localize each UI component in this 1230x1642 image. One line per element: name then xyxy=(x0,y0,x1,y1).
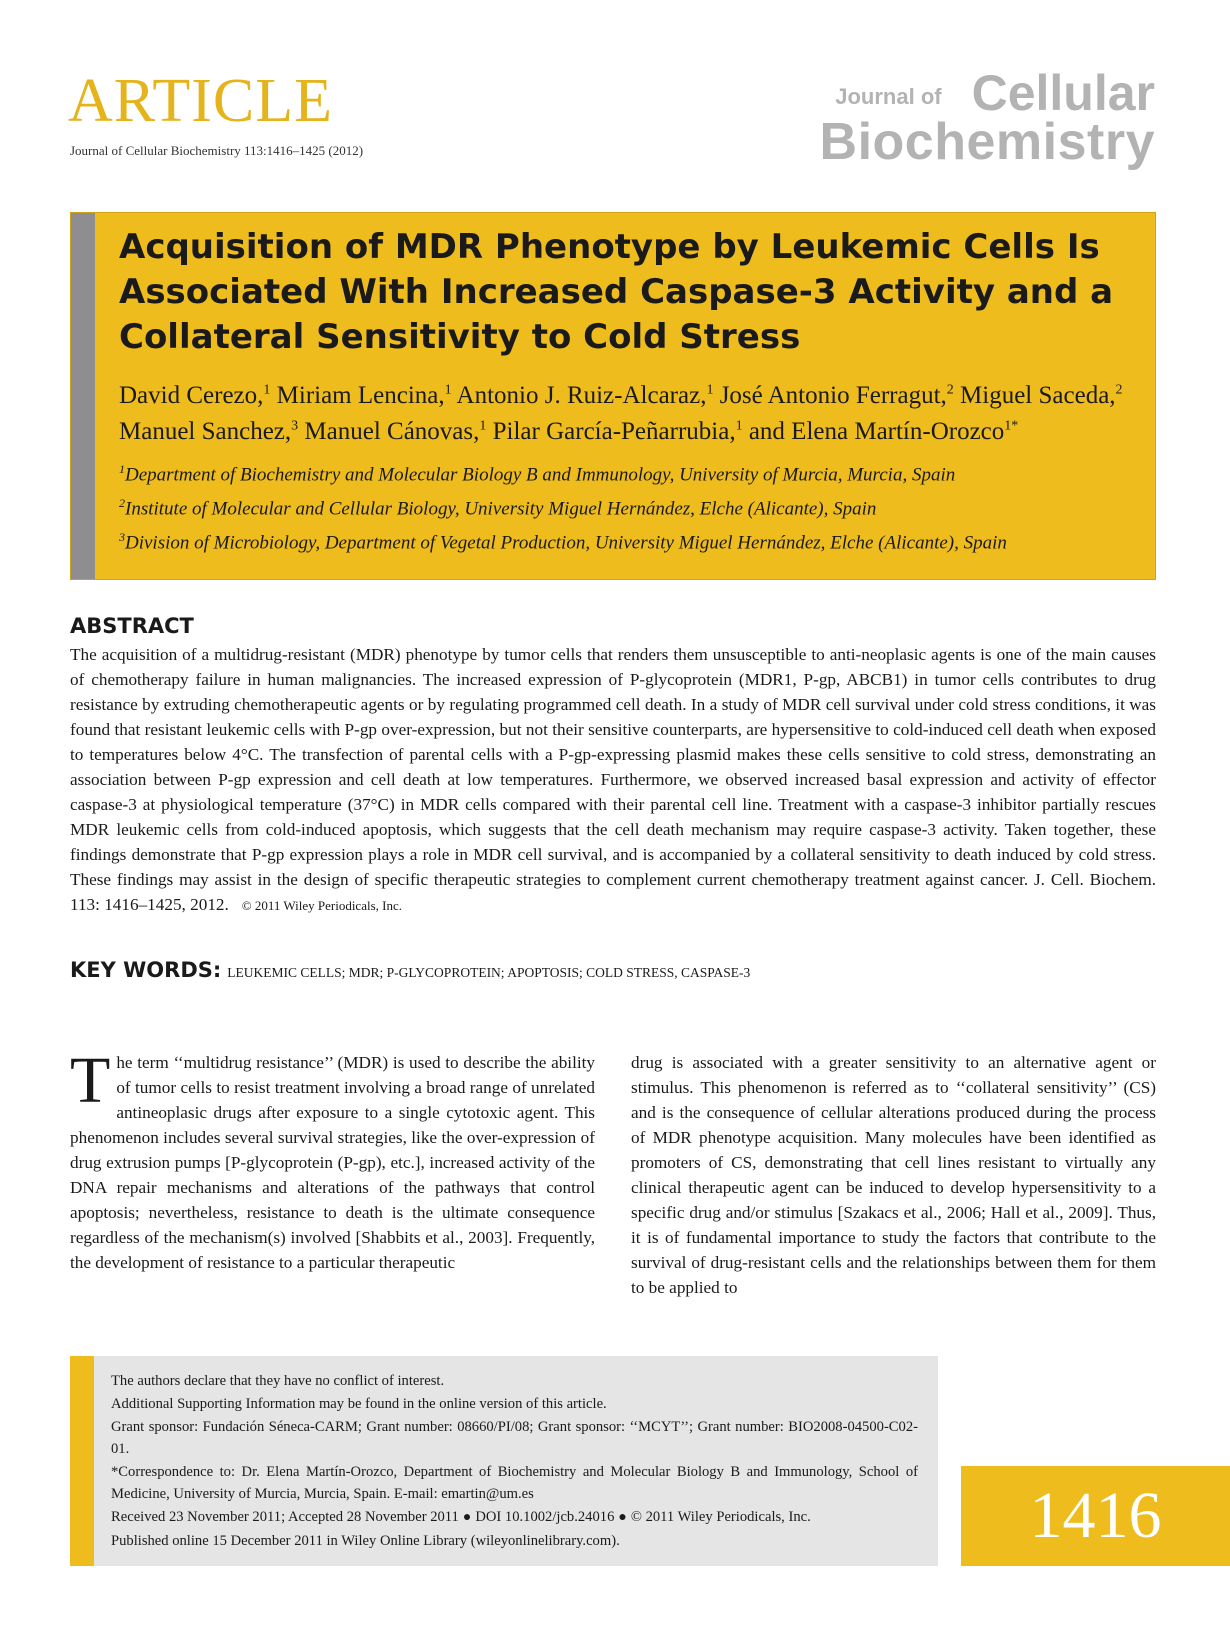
abstract-text: The acquisition of a multidrug-resistant (MDR) phenotype by tumor cells that renders them unsusceptible to anti-neoplasic agents is one of the main causes of chemotherapy failure in human malignancies. The increased expression of P-glycoprotein (MDR1, P-gp, ABCB1) in tumor cells contributes to drug resistance by extruding chemotherapeutic agents or by regulating programmed cell death. In a study of MDR cell survival under cold stress conditions, it was found that resistant leukemic cells with P-gp over-expression, but not their sensitive counterparts, are hypersensitive to cold-induced cell death when exposed to temperatures below 4°C. The transfection of parental cells with a P-gp-expressing plasmid makes these cells sensitive to cold stress, demonstrating an association between P-gp expression and cell death at low temperatures. Furthermore, we observed increased basal expression and activity of effector caspase-3 at physiological temperature (37°C) in MDR cells compared with their parental cell line. Treatment with a caspase-3 inhibitor partially rescues MDR leukemic cells from cold-induced apoptosis, which suggests that the cell death mechanism may require caspase-3 activity. Taken together, these findings demonstrate that P-gp expression plays a role in MDR cell survival, and is accompanied by a collateral sensitivity to death induced by cold stress. These findings may assist in the design of specific therapeutic strategies to complement current chemotherapy treatment against cancer. J. Cell. Biochem. 113: 1416–1425, 2012. © 2011 Wiley Periodicals, Inc. xyxy=(70,645,1156,914)
footnote-box xyxy=(70,1356,938,1566)
journal-logo-cellular: Cellular xyxy=(971,65,1155,121)
author: David Cerezo,$^1$ xyxy=(119,382,271,410)
received-line: Received 23 November 2011; Accepted 28 November 2011 ● DOI 10.1002/jcb.24016 ● © 2011 Wiley Periodicals, Inc. xyxy=(111,1509,811,1525)
body-column-1: The term ‘‘multidrug resistance’’ (MDR) is used to describe the ability of tumor cells to resist treatment involving a broad range of unrelated antineoplasic drugs after exposure to a single cytotoxic agent. This phenomenon includes several survival strategies, like the over-expression of drug extrusion pumps [P-glycoprotein (P-gp), etc.], increased activity of the DNA repair mechanisms and alterations of the pathways that control apoptosis; nevertheless, resistance to death is the ultimate consequence regardless of the mechanism(s) involved [Shabbits et al., 2003]. Frequently, the development of resistance to a particular therapeutic xyxy=(70,1044,595,1272)
footnote-box-bar xyxy=(70,1356,94,1566)
supporting-info-note: Additional Supporting Information may be found in the online version of this article. xyxy=(111,1396,607,1412)
title-block-sidebar xyxy=(71,213,95,579)
author: Pilar García-Peñarrubia,$^1$ xyxy=(492,417,743,445)
article-label: ARTICLE xyxy=(68,67,334,135)
conflict-statement: The authors declare that they have no conflict of interest. xyxy=(111,1373,445,1389)
journal-logo xyxy=(819,65,1155,171)
grant-info: Grant sponsor: Fundación Séneca-CARM; Grant number: 08660/PI/08; Grant sponsor: ‘‘MCYT’’; Grant number: BIO2008-04500-C02-01. xyxy=(111,1419,918,1457)
journal-citation: Journal of Cellular Biochemistry 113:1416–1425 (2012) xyxy=(70,143,364,158)
author: Manuel Cánovas,$^1$ xyxy=(304,417,487,445)
author: Miguel Saceda,$^2$ xyxy=(960,382,1123,410)
author-list xyxy=(119,376,1131,447)
abstract-heading: ABSTRACT xyxy=(70,614,194,638)
keywords-list: LEUKEMIC CELLS; MDR; P-GLYCOPROTEIN; APOPTOSIS; COLD STRESS, CASPASE-3 xyxy=(227,965,751,980)
affiliation: $^2$Institute of Molecular and Cellular Biology, University Miguel Hernández, Elche (Alicante), Spain xyxy=(119,495,877,520)
article-title: Acquisition of MDR Phenotype by Leukemic Cells Is Associated With Increased Caspase-3 Activity and a Collateral Sensitivity to Cold Stress xyxy=(119,227,1114,357)
author: José Antonio Ferragut,$^2$ xyxy=(719,382,954,410)
page-number: 1416 xyxy=(961,1466,1230,1566)
title-block xyxy=(70,212,1156,580)
journal-logo-biochemistry: Biochemistry xyxy=(819,113,1155,171)
journal-logo-of: Journal of xyxy=(835,84,942,109)
keywords xyxy=(70,958,750,982)
author: and Elena Martín-Orozco$^{1*}$ xyxy=(748,417,1019,445)
correspondence: *Correspondence to: Dr. Elena Martín-Orozco, Department of Biochemistry and Molecular Biology B and Immunology, School of Medicine, University of Murcia, Murcia, Spain. E-mail: emartin@um.es xyxy=(111,1464,918,1502)
bullet-icon: ● xyxy=(462,1510,472,1525)
author: Miriam Lencina,$^1$ xyxy=(276,382,452,410)
drop-cap: T xyxy=(70,1044,111,1117)
affiliation: $^3$Division of Microbiology, Department of Vegetal Production, University Miguel Hernández, Elche (Alicante), Spain xyxy=(119,530,1007,554)
author: Antonio J. Ruiz-Alcaraz,$^1$ xyxy=(456,382,714,410)
bullet-icon: ● xyxy=(618,1510,627,1525)
published-line: Published online 15 December 2011 in Wiley Online Library (wileyonlinelibrary.com). xyxy=(111,1533,620,1549)
author: Manuel Sanchez,$^3$ xyxy=(119,417,299,445)
keywords-label: KEY WORDS: xyxy=(70,958,222,982)
abstract-copyright: © 2011 Wiley Periodicals, Inc. xyxy=(241,898,402,913)
affiliation: $^1$Department of Biochemistry and Molecular Biology B and Immunology, University of Murcia, Murcia, Spain xyxy=(119,461,956,485)
body-column-2: drug is associated with a greater sensitivity to an alternative agent or stimulus. This phenomenon is referred as to ‘‘collateral sensitivity’’ (CS) and is the consequence of cellular alterations produced during the process of MDR phenotype acquisition. Many molecules have been identified as promoters of CS, demonstrating that cell lines resistant to virtually any clinical therapeutic agent can be induced to develop hypersensitivity to a specific drug and/or stimulus [Szakacs et al., 2006; Hall et al., 2009]. Thus, it is of fundamental importance to study the factors that contribute to the survival of drug-resistant cells and the relationships between them for them to be applied to xyxy=(631,1053,1156,1297)
